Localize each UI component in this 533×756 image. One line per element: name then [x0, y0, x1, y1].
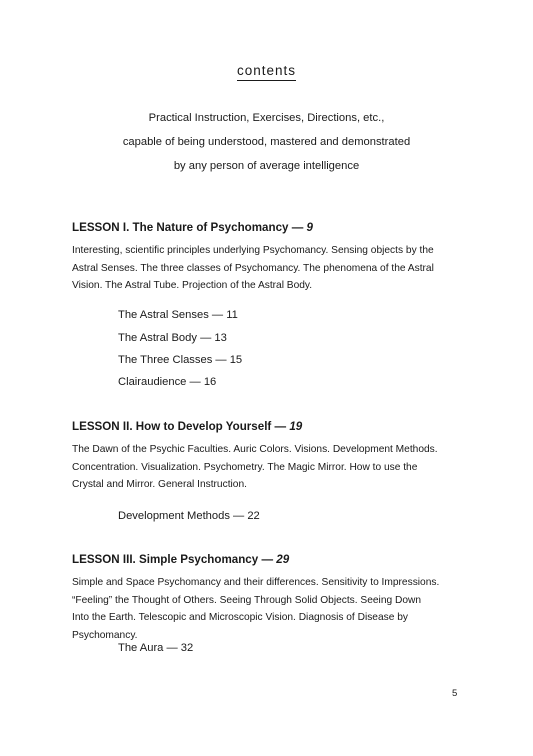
description-line: Astral Senses. The three classes of Psychomancy. The phenomena of the Astral [72, 262, 434, 274]
subentry: Development Methods — 22 [118, 510, 260, 522]
subentry: The Aura — 32 [118, 642, 194, 654]
description-line: Vision. The Astral Tube. Projection of the Astral Body. [72, 280, 313, 291]
lesson-3 [72, 553, 472, 644]
lesson-title: LESSON III. Simple Psychomancy [72, 553, 259, 566]
lesson-1 [72, 221, 472, 295]
lesson-page: 9 [306, 221, 313, 234]
description-line: Psychomancy. [72, 629, 138, 641]
intro-text [0, 106, 533, 178]
description-line: Simple and Space Psychomancy and their differences. Sensitivity to Impressions. [72, 577, 440, 588]
lesson-page: 19 [289, 420, 303, 433]
lesson-description [72, 242, 472, 295]
intro-line: Practical Instruction, Exercises, Directions, etc., [148, 112, 385, 124]
lesson-description [72, 574, 472, 644]
description-line: “Feeling” the Thought of Others. Seeing Through Solid Objects. Seeing Down [72, 594, 422, 606]
lesson-description [72, 441, 472, 494]
lesson-title: LESSON II. How to Develop Yourself [72, 420, 272, 433]
lesson-heading: LESSON II. How to Develop Yourself — 19 [72, 420, 303, 433]
description-line: Crystal and Mirror. General Instruction. [72, 479, 247, 490]
description-line: Into the Earth. Telescopic and Microscopic Vision. Diagnosis of Disease by [72, 612, 408, 623]
lesson-heading: LESSON III. Simple Psychomancy — 29 [72, 553, 290, 566]
subentry: The Astral Body — 13 [118, 332, 227, 344]
lesson-title: LESSON I. The Nature of Psychomancy [72, 221, 289, 234]
description-line: Concentration. Visualization. Psychometry. The Magic Mirror. How to use the [72, 461, 418, 473]
subentry: The Astral Senses — 11 [118, 309, 238, 321]
intro-line: by any person of average intelligence [173, 160, 360, 172]
page-number: 5 [452, 688, 458, 699]
lesson-2 [72, 420, 472, 494]
intro-line: capable of being understood, mastered and demonstrated [122, 136, 411, 148]
description-line: Interesting, scientific principles underlying Psychomancy. Sensing objects by the [72, 245, 434, 256]
lesson-page: 29 [276, 553, 290, 566]
description-line: The Dawn of the Psychic Faculties. Auric Colors. Visions. Development Methods. [72, 444, 438, 455]
contents-title: contents [0, 63, 533, 78]
subentry: The Three Classes — 15 [118, 354, 243, 366]
subentry: Clairaudience — 16 [118, 376, 217, 388]
lesson-heading: LESSON I. The Nature of Psychomancy — 9 [72, 221, 313, 234]
